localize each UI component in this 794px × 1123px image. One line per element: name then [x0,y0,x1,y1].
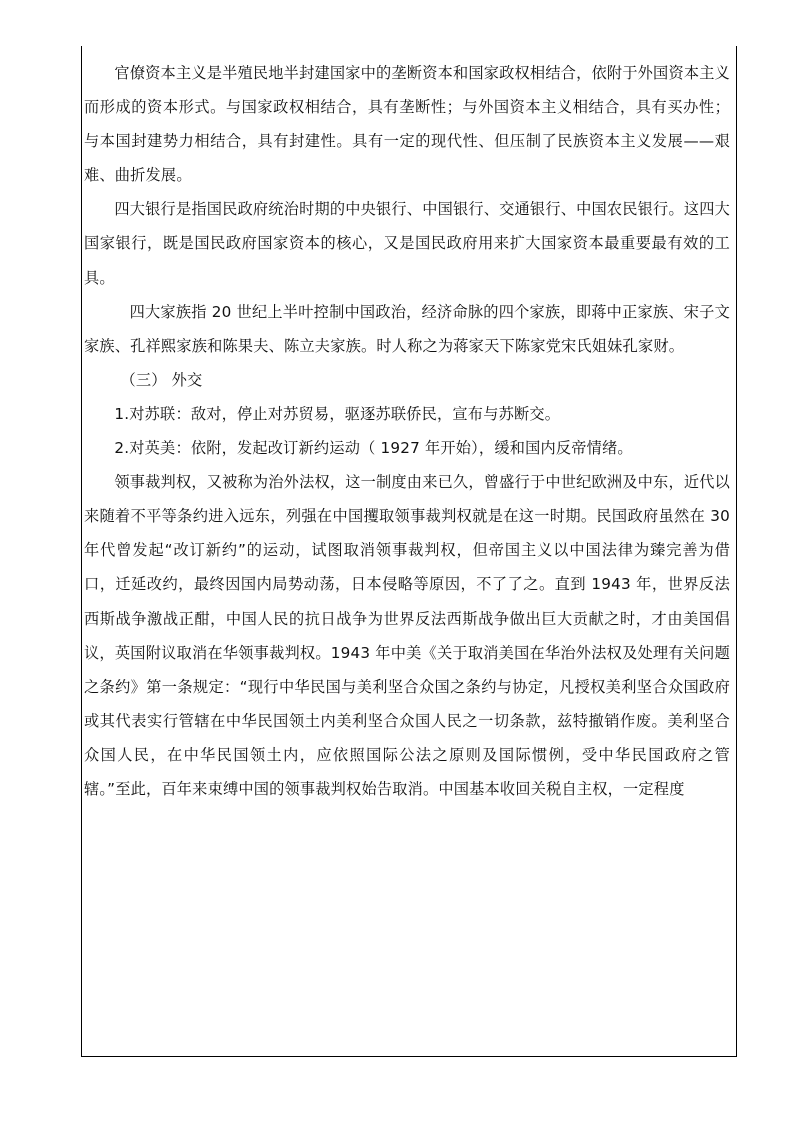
paragraph-four-families: 四大家族指 20 世纪上半叶控制中国政治，经济命脉的四个家族，即蒋中正家族、宋子文家族、孔祥熙家族和陈果夫、陈立夫家族。时人称之为蒋家天下陈家党宋氏姐妹孔家财。 [84,302,730,355]
paragraph-uk-us-relations: 2.对英美：依附，发起改订新约运动（ 1927 年开始），缓和国内反帝情绪。 [114,439,633,458]
paragraph-bureaucratic-capital: 官僚资本主义是半殖民地半封建国家中的垄断资本和国家政权相结合，依附于外国资本主义而形成的资本形式。与国家政权相结合，具有垄断性；与外国资本主义相结合，具有买办性；与本国封建势力相结合，具有封建性。具有一定的现代性、但压制了民族资本主义发展——艰难、曲折发展。 [84,64,730,185]
document-body [84,56,730,806]
section-heading-diplomacy: （三） 外交 [120,370,203,389]
paragraph-consular-jurisdiction: 领事裁判权，又被称为治外法权，这一制度由来已久，曾盛行于中世纪欧洲及中东，近代以来随着不平等条约进入远东，列强在中国攫取领事裁判权就是在这一时期。民国政府虽然在 30 年代曾发起“改订新约”的运动，试图取消领事裁判权，但帝国主义以中国法律为臻完善为借口，迁延改约，最终因国内局势动荡，日本侵略等原因，不了了之。直到 1943 年，世界反法西斯战争激战正酣，中国人民的抗日战争为世界反法西斯战争做出巨大贡献之时，才由美国倡议，英国附议取消在华领事裁判权。1943 年中美《关于取消美国在华治外法权及处理有关问题之条约》第一条规定：“现行中华民国与美利坚合众国之条约与协定，凡授权美利坚合众国政府或其代表实行管辖在中华民国领土内美利坚合众国人民之一切条款，兹特撤销作废。美利坚合众国人民，在中华民国领土内，应依照国际公法之原则及国际惯例，受中华民国政府之管辖。”至此，百年来束缚中国的领事裁判权始告取消。中国基本收回关税自主权，一定程度 [84,473,730,798]
paragraph-four-banks: 四大银行是指国民政府统治时期的中央银行、中国银行、交通银行、中国农民银行。这四大国家银行，既是国民政府国家资本的核心，又是国民政府用来扩大国家资本最重要最有效的工具。 [84,200,730,287]
paragraph-ussr-relations: 1.对苏联：敌对，停止对苏贸易，驱逐苏联侨民，宣布与苏断交。 [114,404,561,423]
